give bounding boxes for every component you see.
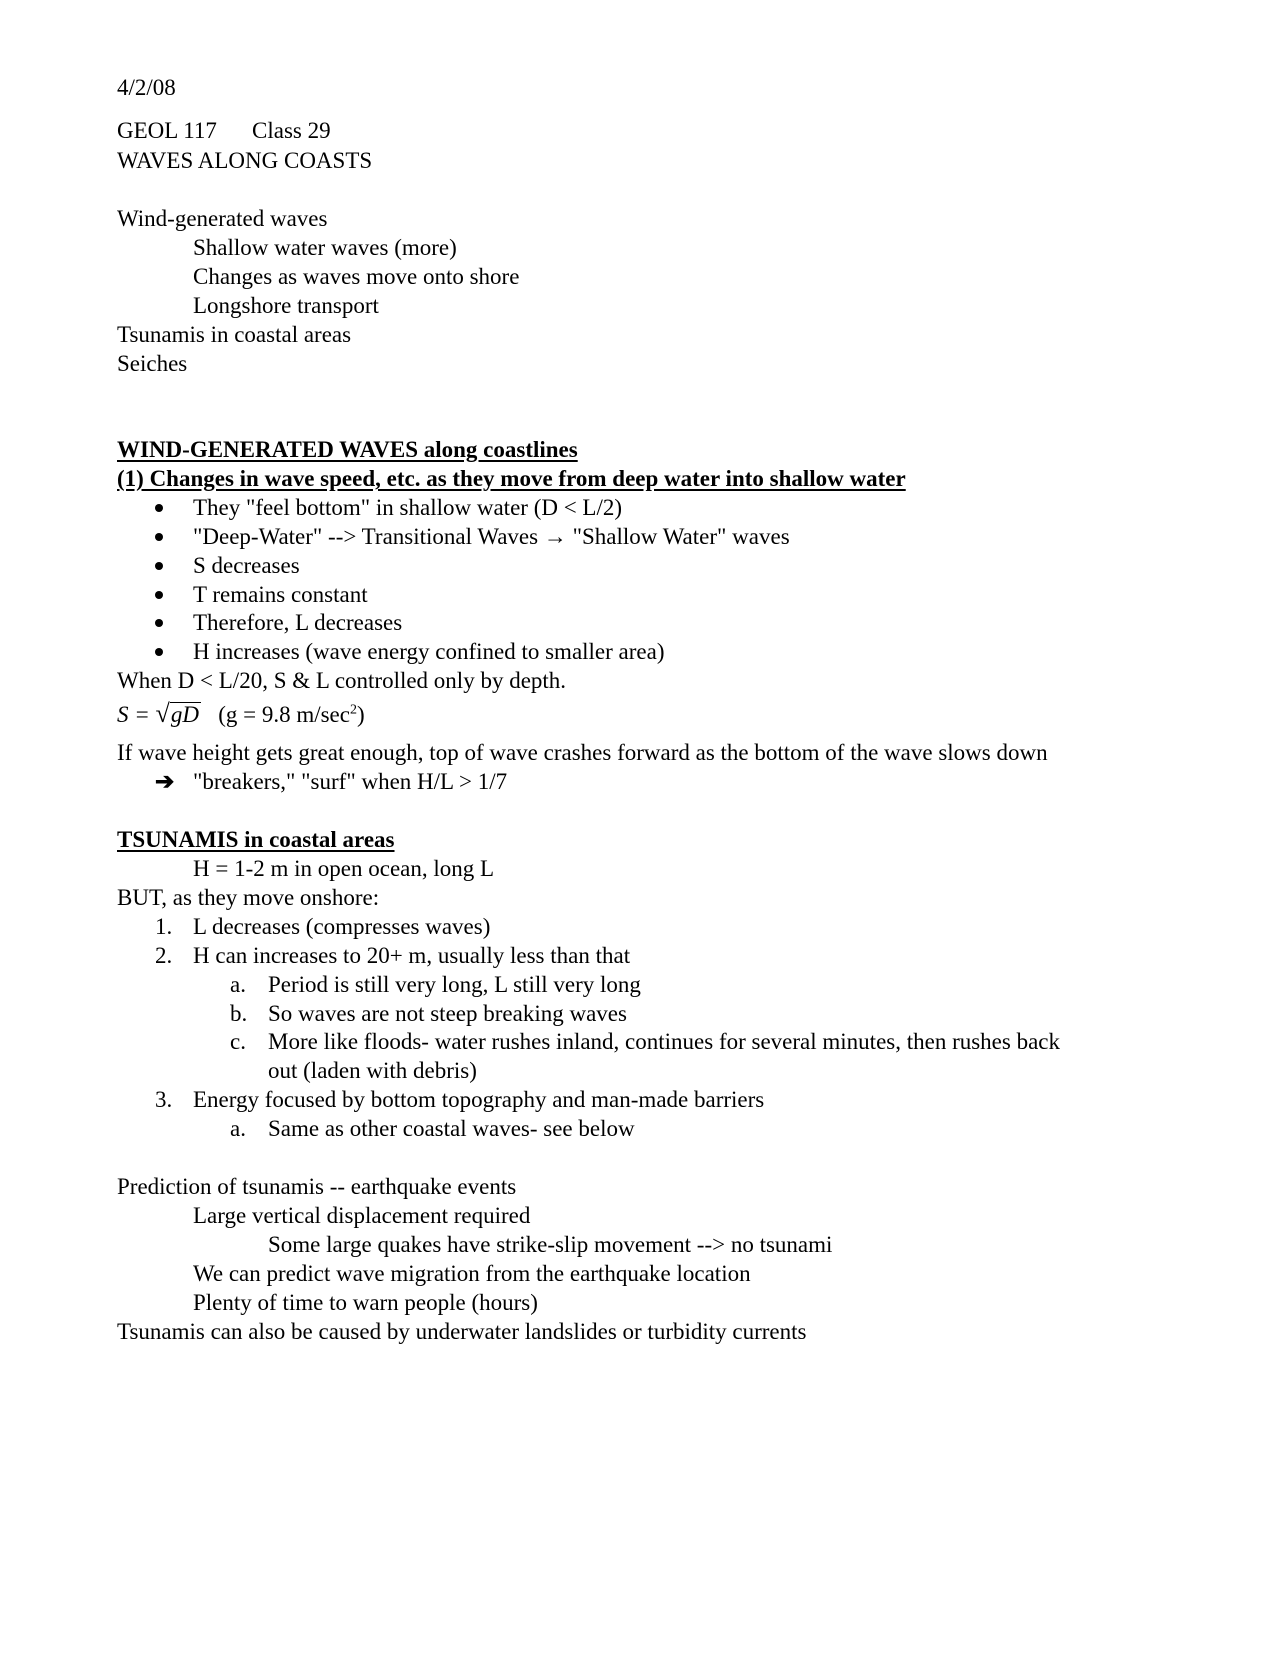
radical-sign-icon: √ (155, 699, 170, 728)
date: 4/2/08 (117, 75, 176, 100)
depth-note: When D < L/20, S & L controlled only by depth. (117, 668, 567, 693)
prediction-point: Large vertical displacement required (193, 1203, 531, 1228)
tsunami-onshore: BUT, as they move onshore: (117, 885, 380, 910)
closing-note: Tsunamis can also be caused by underwater landslides or turbidity currents (117, 1319, 807, 1344)
outline-item: Wind-generated waves (117, 206, 328, 231)
list-letter: b. (230, 1001, 248, 1026)
bullet-text: "Shallow Water" waves (572, 524, 790, 549)
formula-gravity: (g = 9.8 m/sec (218, 702, 350, 727)
list-subitem: More like floods- water rushes inland, continues for several minutes, then rushes back (268, 1029, 1061, 1054)
bullet-dot (155, 648, 163, 656)
speed-formula (117, 701, 365, 729)
list-item: Energy focused by bottom topography and man-made barriers (193, 1087, 765, 1112)
square-root (156, 701, 201, 729)
arrow-right-icon: ➔ (155, 769, 175, 794)
prediction-title: Prediction of tsunamis -- earthquake events (117, 1174, 517, 1199)
formula-close: ) (356, 702, 365, 727)
bullet-item: T remains constant (193, 582, 368, 607)
outline-subitem: Shallow water waves (more) (193, 235, 457, 260)
formula-lhs: S = (117, 702, 150, 727)
list-number: 2. (155, 943, 173, 968)
section-heading-tsunami: TSUNAMIS in coastal areas (117, 827, 395, 852)
list-number: 1. (155, 914, 173, 939)
bullet-dot (155, 562, 163, 570)
list-subitem: Period is still very long, L still very long (268, 972, 641, 997)
outline-item: Tsunamis in coastal areas (117, 322, 352, 347)
bullet-dot (155, 504, 163, 512)
arrow-right-icon: → (543, 524, 567, 549)
list-subitem: So waves are not steep breaking waves (268, 1001, 627, 1026)
document-title: WAVES ALONG COASTS (117, 148, 373, 173)
prediction-subpoint: Some large quakes have strike-slip movement --> no tsunami (268, 1232, 833, 1257)
formula-radicand: gD (170, 702, 199, 727)
bullet-item (193, 523, 790, 551)
list-letter: c. (230, 1029, 246, 1054)
bullet-dot (155, 591, 163, 599)
section-heading-wind: WIND-GENERATED WAVES along coastlines (117, 437, 578, 462)
tsunami-open-ocean: H = 1-2 m in open ocean, long L (193, 856, 495, 881)
list-subitem: Same as other coastal waves- see below (268, 1116, 635, 1141)
list-item: L decreases (compresses waves) (193, 914, 491, 939)
bullet-item: S decreases (193, 553, 300, 578)
bullet-item: Therefore, L decreases (193, 610, 403, 635)
breaking-note: If wave height gets great enough, top of wave crashes forward as the bottom of the wave slows down (117, 740, 1048, 765)
list-letter: a. (230, 972, 246, 997)
subsection-heading: (1) Changes in wave speed, etc. as they move from deep water into shallow water (117, 466, 906, 491)
class-number: Class 29 (252, 118, 331, 143)
prediction-point: We can predict wave migration from the earthquake location (193, 1261, 751, 1286)
list-subitem-continuation: out (laden with debris) (268, 1058, 477, 1083)
bullet-item: They "feel bottom" in shallow water (D < L/2) (193, 495, 623, 520)
bullet-text: "Deep-Water" --> Transitional Waves (193, 524, 539, 549)
outline-item: Seiches (117, 351, 188, 376)
list-number: 3. (155, 1087, 173, 1112)
bullet-item: H increases (wave energy confined to smaller area) (193, 639, 665, 664)
list-item: H can increases to 20+ m, usually less than that (193, 943, 631, 968)
course-code: GEOL 117 (117, 118, 217, 143)
outline-subitem: Longshore transport (193, 293, 379, 318)
list-letter: a. (230, 1116, 246, 1141)
outline-subitem: Changes as waves move onto shore (193, 264, 520, 289)
formula-exponent: 2 (349, 702, 357, 718)
bullet-dot (155, 619, 163, 627)
prediction-point: Plenty of time to warn people (hours) (193, 1290, 538, 1315)
bullet-dot (155, 533, 163, 541)
breakers-note: "breakers," "surf" when H/L > 1/7 (193, 769, 508, 794)
